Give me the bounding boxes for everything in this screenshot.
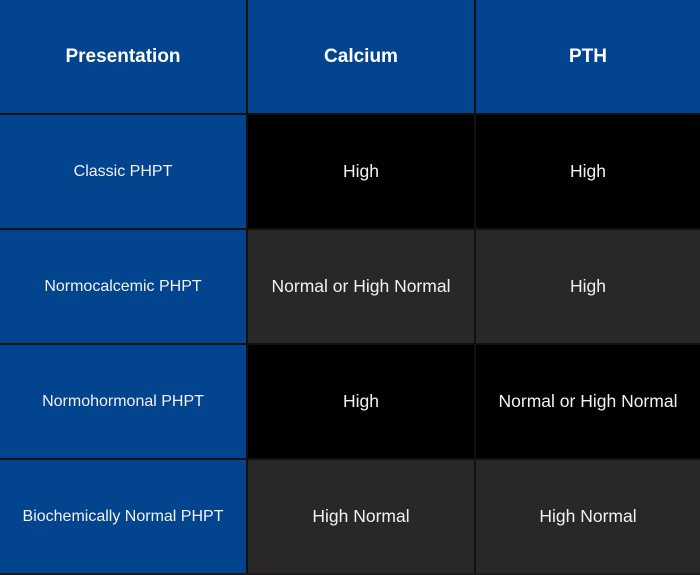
- cell-calcium: High: [248, 115, 474, 228]
- header-calcium: Calcium: [248, 0, 474, 113]
- cell-pth: Normal or High Normal: [476, 345, 700, 458]
- row-label-classic: Classic PHPT: [0, 115, 246, 228]
- cell-calcium: High Normal: [248, 460, 474, 573]
- cell-pth: High: [476, 230, 700, 343]
- row-label-normohormonal: Normohormonal PHPT: [0, 345, 246, 458]
- cell-calcium: High: [248, 345, 474, 458]
- header-presentation: Presentation: [0, 0, 246, 113]
- row-label-biochemically-normal: Biochemically Normal PHPT: [0, 460, 246, 573]
- cell-pth: High: [476, 115, 700, 228]
- cell-calcium: Normal or High Normal: [248, 230, 474, 343]
- header-pth: PTH: [476, 0, 700, 113]
- row-label-normocalcemic: Normocalcemic PHPT: [0, 230, 246, 343]
- cell-pth: High Normal: [476, 460, 700, 573]
